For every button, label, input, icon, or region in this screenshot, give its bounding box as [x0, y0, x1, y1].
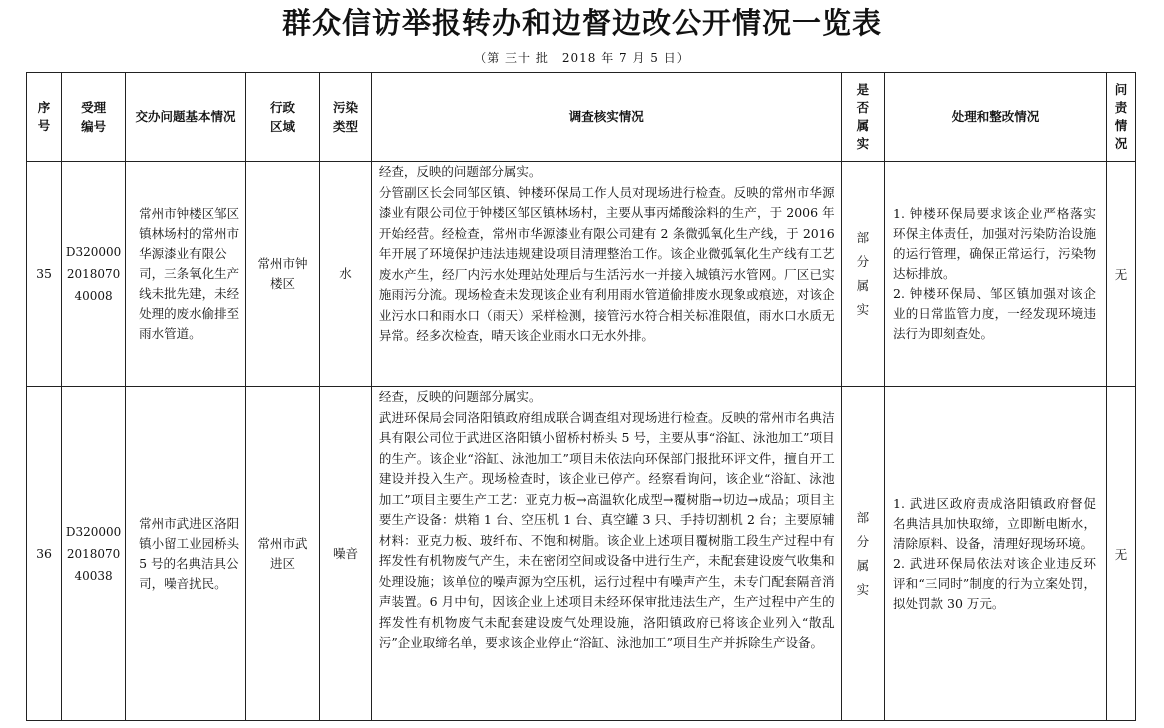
row-investigation — [371, 387, 841, 721]
row-pollution-type: 噪音 — [320, 387, 372, 721]
row-verified: 部分属实 — [841, 387, 884, 721]
investigation-opening: 经查，反映的问题部分属实。 — [378, 389, 542, 404]
header-row — [27, 73, 1136, 162]
header-index: 序号 — [27, 73, 62, 162]
row-case-id: D320000201807040038 — [62, 387, 126, 721]
row-pollution-type: 水 — [320, 162, 372, 387]
row-description: 常州市武进区洛阳镇小留工业园桥头 5 号的名典洁具公司，噪音扰民。 — [126, 387, 246, 721]
batch-subtitle: （第 三十 批 2018 年 7 月 5 日） — [474, 51, 690, 65]
header-pollution-type: 污染类型 — [320, 73, 372, 162]
row-case-id: D320000201807040008 — [62, 162, 126, 387]
header-verified: 是否属实 — [841, 73, 884, 162]
row-region: 常州市钟楼区 — [245, 162, 319, 387]
row-accountability: 无 — [1107, 387, 1136, 721]
header-case-id: 受理编号 — [62, 73, 126, 162]
header-investigation: 调查核实情况 — [371, 73, 841, 162]
action-item: 1. 钟楼环保局要求该企业严格落实环保主体责任，加强对污染防治设施的运行管理，确保正常运行，污染物达标排放。 — [893, 206, 1097, 281]
header-region: 行政区域 — [245, 73, 319, 162]
row-index: 36 — [27, 387, 62, 721]
row-investigation — [371, 162, 841, 387]
action-item: 2. 钟楼环保局、邹区镇加强对该企业的日常监管力度，一经发现环境违法行为即刻查处。 — [893, 286, 1097, 341]
row-region: 常州市武进区 — [245, 387, 319, 721]
header-actions: 处理和整改情况 — [885, 73, 1107, 162]
row-verified: 部分属实 — [841, 162, 884, 387]
row-description: 常州市钟楼区邹区镇林场村的常州市华源漆业有限公司，三条氧化生产线未批先建，未经处理的废水偷排至雨水管道。 — [126, 162, 246, 387]
investigation-body: 武进环保局会同洛阳镇政府组成联合调查组对现场进行检查。反映的常州市名典洁具有限公司位于武进区洛阳镇小留桥村桥头 5 号，主要从事“浴缸、泳池加工”项目的生产。该企业“浴缸、泳池加工”项目未依法向环保部门报批环评文件，擅自开工建设并投入生产。现场检查时，该企业已停产。经察看询问，该企业“浴缸、泳池加工”项目主要生产工艺：亚克力板→高温软化成型→覆树脂→切边→成品；项目主要生产设备：烘箱 1 台、空压机 1 台、真空罐 3 只、手持切割机 2 台；主要原辅材料：亚克力板、玻纤布、不饱和树脂。该企业上述项目覆树脂工段生产过程中有挥发性有机物废气产生，未在密闭空间或设备中进行生产，未配套建设废气收集和处理设施；该单位的噪声源为空压机，运行过程中有噪声产生，未专门配套隔音消声装置。6 月中旬，因该企业上述项目未经环保审批违法生产，生产过程中产生的挥发性有机物废气未配套建设废气处理设施，洛阳镇政府已将该企业列入“散乱污”企业取缔名单，要求该企业停止“浴缸、泳池加工”项目生产并拆除生产设备。 — [378, 409, 835, 650]
page-title: 群众信访举报转办和边督边改公开情况一览表 — [281, 6, 882, 40]
action-item: 2. 武进环保局依法对该企业违反环评和“三同时”制度的行为立案处罚，拟处罚款 30 万元。 — [893, 555, 1097, 611]
row-index: 35 — [27, 162, 62, 387]
row-actions — [885, 162, 1107, 387]
action-item: 1. 武进区政府责成洛阳镇政府督促名典洁具加快取缔，立即断电断水，清除原料、设备，清理好现场环境。 — [893, 495, 1097, 551]
row-accountability: 无 — [1107, 162, 1136, 387]
header-description: 交办问题基本情况 — [126, 73, 246, 162]
row-actions — [885, 387, 1107, 721]
table-row — [27, 162, 1136, 387]
petition-report-table — [26, 72, 1136, 721]
investigation-opening: 经查，反映的问题部分属实。 — [378, 164, 542, 179]
investigation-body: 分管副区长会同邹区镇、钟楼环保局工作人员对现场进行检查。反映的常州市华源漆业有限公司位于钟楼区邹区镇林场村，主要从事丙烯酸涂料的生产，于 2006 年开始经营。经检查，常州市华源漆业有限公司建有 2 条微弧氧化生产线，于 2016 年开展了环境保护违法违规建设项目清理整治工作。该企业微弧氧化生产线有工艺废水产生，经厂内污水处理站处理后与生活污水一并接入城镇污水管网。厂区已实施雨污分流。现场检查未发现该企业有利用雨水管道偷排废水现象或痕迹，对该企业污水口和雨水口（雨天）采样检测，接管污水符合相关标准限值，雨水口水质无异常。经多次检查，晴天该企业雨水口无水外排。 — [378, 184, 835, 343]
header-accountability: 问责情况 — [1107, 73, 1136, 162]
table-row — [27, 387, 1136, 721]
